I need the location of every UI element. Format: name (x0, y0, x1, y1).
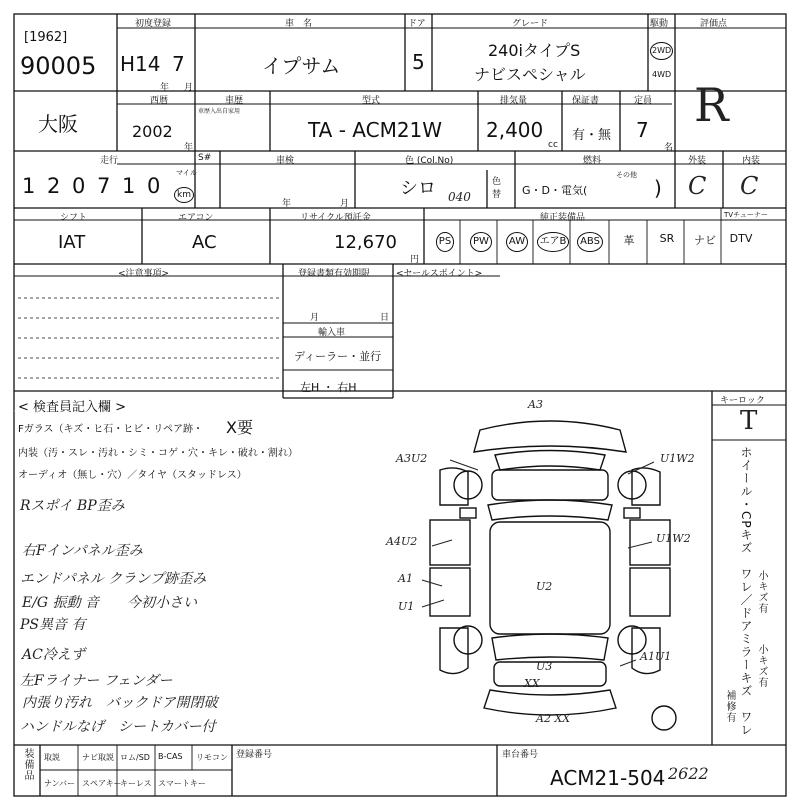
audio-line: オーディオ（無し・穴）／タイヤ（スタッドレス） (18, 470, 247, 481)
equipment-label: AW (506, 232, 528, 252)
damage-mark: XX (524, 677, 540, 690)
tuner-label: TVチューナー (724, 211, 768, 219)
grade-line1: 240iタイプS (488, 41, 581, 60)
person-unit: 名 (664, 143, 674, 153)
interior-value: C (740, 172, 759, 200)
color-value: シロ (400, 178, 436, 199)
fglass-line: Fガラス（キズ・ヒ石・ヒビ・リペア跡・ (18, 424, 204, 435)
sales-point-label: <セールスポイント> (396, 269, 483, 279)
equipment-label: PW (470, 232, 492, 252)
keylock-mark: T (740, 406, 758, 436)
equipment-label: エアB (537, 232, 570, 252)
history-label: 車歴 (225, 96, 244, 106)
rating-label: 評価点 (700, 19, 728, 29)
drive-label: 駆動 (650, 19, 669, 29)
steering-value: 左H ・ 右H (300, 381, 357, 394)
hand-note: Rスポイ BP歪み (20, 498, 125, 514)
region: 大阪 (38, 112, 78, 136)
year-unit: 年 (160, 83, 170, 93)
capacity-label: 定員 (634, 96, 653, 106)
bottom-item-top: 取説 (44, 753, 60, 762)
side-text: ホイール・CPキズ ワレ／ドアミラーキズ ワレ (739, 446, 753, 737)
interior-label: 内装 (742, 156, 761, 166)
exterior-label: 外装 (688, 156, 707, 166)
fuel-other: その他 (616, 171, 637, 179)
warranty-label: 保証書 (572, 96, 600, 106)
damage-mark: U1 (398, 600, 415, 613)
inspection-month: 月 (340, 199, 350, 209)
damage-mark: U1W2 (660, 452, 695, 465)
hand-note: エンドパネル クランプ跡歪み (20, 571, 207, 587)
equipment-label: ABS (577, 232, 603, 252)
history-sub: 車歴入出自家用 (198, 108, 241, 115)
equipment-item (500, 232, 534, 252)
first-reg-label: 初度登録 (135, 19, 172, 29)
drive-4wd: 4WD (652, 70, 672, 79)
warranty-value: 有・無 (572, 128, 612, 143)
cc-unit: cc (548, 140, 558, 150)
equipment-label: ナビ (694, 234, 716, 247)
grade-label: グレード (512, 19, 549, 29)
reg-day: 日 (380, 313, 390, 323)
equipment-label: PS (436, 232, 454, 252)
capacity-value: 7 (636, 118, 649, 142)
inspection-year: 年 (282, 199, 292, 209)
car-diagram (430, 421, 676, 730)
bottom-item-bottom: キーレス (120, 779, 152, 788)
import-value: ディーラー・並行 (294, 350, 382, 363)
mileage-digit: 0 (147, 174, 161, 198)
keylock-label: キーロック (720, 396, 765, 406)
ac-value: AC (192, 232, 217, 253)
fglass-mark: X要 (226, 418, 253, 437)
year-unit-2: 年 (184, 143, 194, 153)
equip-label: 純正装備品 (540, 213, 586, 223)
inspection-label: 車検 (276, 156, 295, 166)
mileage-digit: 1 (22, 174, 36, 198)
mileage-label: 走行 (100, 156, 119, 166)
chassis-label: 車台番号 (502, 750, 539, 760)
exterior-value: C (688, 172, 707, 200)
chassis-hand: 2622 (668, 764, 709, 783)
mileage-digit: 0 (72, 174, 86, 198)
color-no: 040 (448, 190, 471, 204)
reg-number-label: 登録番号 (236, 750, 273, 760)
fuel-label: 燃料 (583, 156, 602, 166)
hand-note: 左Fライナー フェンダー (20, 673, 173, 689)
side-mark-3: 補修有 (724, 690, 735, 723)
model-label: 型式 (362, 96, 381, 106)
yen-unit: 円 (410, 255, 420, 265)
equipment-label: 革 (623, 234, 635, 247)
first-reg-month: 7 (172, 52, 185, 76)
reg-month: 月 (310, 313, 320, 323)
hand-note: PS異音 有 (20, 617, 86, 633)
equipment-label: DTV (729, 232, 753, 245)
equipment-item (612, 232, 646, 248)
shift-value: IAT (58, 232, 86, 253)
mileage-unit: km (174, 182, 194, 203)
bottom-item-top: ロム/SD (120, 753, 150, 762)
fuel-value: G・D・電気( (522, 184, 588, 197)
equipment-item (688, 232, 722, 248)
car-name: イプサム (262, 54, 341, 78)
import-label: 輸入車 (318, 328, 346, 338)
side-mark-2: 小キズ有 (756, 644, 767, 688)
shift-label: シフト (60, 213, 88, 223)
lot-label: [1962] (24, 30, 68, 45)
rating-value: R (694, 78, 729, 132)
doors-value: 5 (412, 50, 425, 74)
drive-2wd: 2WD (650, 38, 673, 60)
hand-note: 右Fインパネル歪み (22, 543, 143, 559)
bottom-item-bottom: ナンバー (44, 779, 76, 788)
damage-mark: A1U1 (640, 650, 672, 663)
month-unit: 月 (184, 83, 194, 93)
damage-mark: A3U2 (396, 452, 428, 465)
damage-mark: A3 (528, 398, 543, 411)
bottom-item-bottom: スペアキー (82, 779, 122, 788)
equipment-item (464, 232, 498, 252)
mileage-digit: 2 (47, 174, 61, 198)
lot-number: 90005 (20, 52, 97, 80)
doors-label: ドア (408, 19, 426, 29)
recycle-value: 12,670 (334, 232, 397, 253)
recycle-label: リサイクル預託金 (300, 213, 371, 223)
bottom-item-bottom: スマートキー (158, 779, 206, 788)
inspector-title: < 検査員記入欄 > (18, 400, 127, 415)
damage-mark: U1W2 (656, 532, 691, 545)
equipment-item (573, 232, 607, 252)
hand-note: AC冷えず (22, 647, 85, 663)
bottom-item-top: リモコン (196, 753, 228, 762)
equipment-item (650, 232, 684, 245)
equipment-item (536, 232, 570, 252)
model-value: TA - ACM21W (308, 118, 443, 142)
equipment-label: SR (659, 232, 675, 245)
hand-note: ハンドルなげ シートカバー付 (20, 719, 216, 735)
year-label: 西暦 (150, 96, 169, 106)
ac-label: エアコン (178, 213, 214, 223)
hand-note: E/G 振動 音 今初小さい (22, 595, 198, 611)
first-reg-year: H14 (120, 52, 161, 76)
year-value: 2002 (132, 122, 173, 141)
hand-note: 内張り汚れ バックドア開閉破 (22, 695, 218, 711)
chassis-value: ACM21-504 (550, 766, 666, 790)
bottom-item-top: B-CAS (158, 752, 183, 761)
equipment-item (724, 232, 758, 245)
mileage-digit: 1 (122, 174, 136, 198)
grade-line2: ナビスペシャル (474, 65, 586, 84)
bottom-item-top: ナビ取説 (82, 753, 114, 762)
color-label: 色 (Col.No) (405, 156, 454, 166)
damage-mark: A1 (398, 572, 413, 585)
damage-mark: U3 (536, 660, 553, 673)
bottom-equip-label: 装備品 (22, 748, 33, 781)
damage-mark: U2 (536, 580, 553, 593)
mileage-digit: 7 (97, 174, 111, 198)
interior-line: 内装（汚・スレ・汚れ・シミ・コゲ・穴・キレ・破れ・割れ） (18, 448, 298, 459)
caution-label: <注意事項> (118, 269, 170, 279)
reg-docs-label: 登録書類有効期限 (298, 269, 371, 279)
mileage-unit-top: マイル (176, 169, 197, 177)
damage-mark: A4U2 (386, 535, 418, 548)
displacement-label: 排気量 (500, 96, 528, 106)
color-change: 色替 (492, 177, 502, 200)
equipment-item (428, 232, 462, 252)
sn-label: S# (198, 153, 212, 163)
fuel-close: ) (654, 176, 662, 200)
damage-mark: A2 XX (536, 712, 571, 725)
name-label: 車 名 (285, 19, 313, 29)
displacement-value: 2,400 (486, 118, 544, 142)
side-mark-1: 小キズ有 (756, 570, 767, 614)
